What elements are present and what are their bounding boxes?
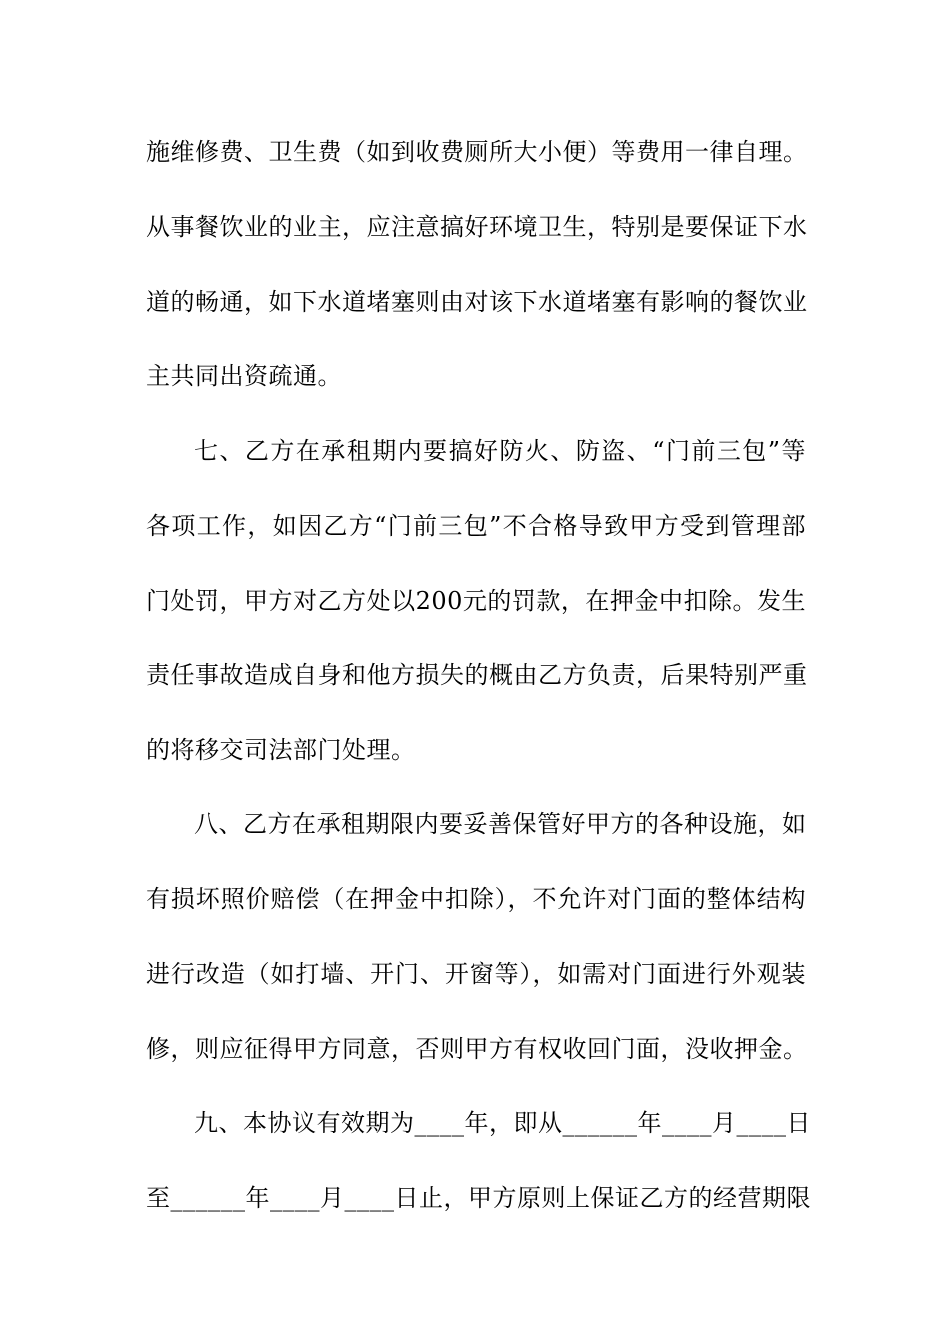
paragraph-seven-first-line: 七、乙方在承租期内要搞好防火、防盗、“门前三包”等: [194, 437, 806, 465]
text-line: 责任事故造成自身和他方损失的概由乙方负责，后果特别严重: [146, 661, 808, 689]
text-line: 至______年____月____日止，甲方原则上保证乙方的经营期限: [146, 1184, 811, 1212]
text-line: 进行改造（如打墙、开门、开窗等），如需对门面进行外观装: [146, 960, 806, 988]
text-line: 从事餐饮业的业主，应注意搞好环境卫生，特别是要保证下水: [146, 213, 808, 241]
paragraph-eight-first-line: 八、乙方在承租期限内要妥善保管好甲方的各种设施，如: [194, 810, 807, 838]
text-line: 门处罚，甲方对乙方处以200元的罚款，在押金中扣除。发生: [146, 587, 806, 615]
text-line: 的将移交司法部门处理。: [146, 736, 416, 764]
text-line: 道的畅通，如下水道堵塞则由对该下水道堵塞有影响的餐饮业: [146, 288, 808, 316]
text-line: 各项工作，如因乙方“门前三包”不合格导致甲方受到管理部: [146, 512, 806, 540]
paragraph-nine-first-line: 九、本协议有效期为____年，即从______年____月____日: [194, 1109, 811, 1137]
text-line: 有损坏照价赔偿（在押金中扣除），不允许对门面的整体结构: [146, 885, 806, 913]
text-line: 主共同出资疏通。: [146, 362, 342, 390]
text-line: 修，则应征得甲方同意，否则甲方有权收回门面，没收押金。: [146, 1035, 808, 1063]
text-line: 施维修费、卫生费（如到收费厕所大小便）等费用一律自理。: [146, 138, 808, 166]
